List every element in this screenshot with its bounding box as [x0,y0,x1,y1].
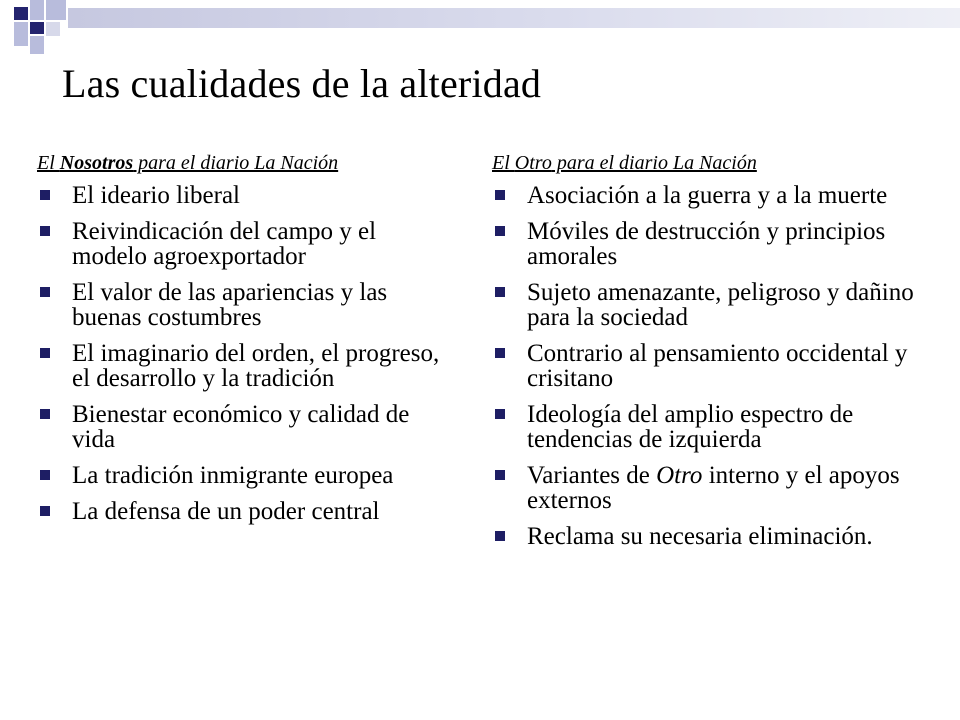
list-item-text: Ideología del amplio espectro de tendencias de izquierda [527,401,854,453]
page-title: Las cualidades de la alteridad [62,61,542,106]
square-bullet-icon [40,470,50,480]
list-item-text: Variantes de [527,462,657,489]
corner-square-light-2 [46,0,66,20]
right-column [492,152,932,560]
list-item-text: Móviles de destrucción y principios amorales [527,218,886,270]
list-item [37,341,457,391]
right-column-heading [492,152,932,175]
list-item [37,219,457,269]
list-item-text: La tradición inmigrante europea [72,462,394,489]
left-bullet-list [37,183,457,524]
list-item-text: El ideario liberal [72,182,240,209]
list-item [37,499,457,524]
left-heading-prefix: El [37,152,60,174]
list-item [492,183,932,208]
square-bullet-icon [40,506,50,516]
square-bullet-icon [40,409,50,419]
list-item-text: El imaginario del orden, el progreso, el desarrollo y la tradición [72,340,440,392]
list-item-text: interno y el apoyos externos [527,462,900,514]
list-item-text: Asociación a la guerra y a la muerte [527,182,888,209]
list-item [492,524,932,549]
list-item-text: Sujeto amenazante, peligroso y dañino para la sociedad [527,279,914,331]
list-item [492,341,932,391]
list-item-text: Reivindicación del campo y el modelo agroexportador [72,218,377,270]
left-heading-suffix: para el diario La Nación [133,152,339,174]
corner-square-dark-2 [30,22,44,34]
square-bullet-icon [40,190,50,200]
list-item [492,280,932,330]
right-bullet-list [492,183,932,549]
list-item [37,463,457,488]
left-column-heading [37,152,457,175]
list-item-text: El valor de las apariencias y las buenas costumbres [72,279,388,331]
list-item [37,280,457,330]
left-column [37,152,457,535]
list-item-text: Reclama su necesaria eliminación. [527,523,873,550]
left-heading-emphasis: Nosotros [59,152,134,174]
list-item [37,402,457,452]
right-heading-emphasis: Otro [514,152,552,174]
list-item-text: La defensa de un poder central [72,498,380,525]
list-item [37,183,457,208]
square-bullet-icon [495,226,505,236]
square-bullet-icon [495,348,505,358]
list-item-text: Bienestar económico y calidad de vida [72,401,410,453]
top-decorative-bar [68,8,960,28]
list-item-emphasis: Otro [656,462,703,489]
square-bullet-icon [495,531,505,541]
corner-square-light-4 [30,36,44,54]
square-bullet-icon [40,226,50,236]
square-bullet-icon [40,287,50,297]
list-item [492,463,932,513]
right-heading-prefix: El [492,152,515,174]
list-item-text: Contrario al pensamiento occidental y crisitano [527,340,908,392]
square-bullet-icon [495,190,505,200]
corner-square-dark-1 [14,7,28,20]
list-item [492,402,932,452]
corner-square-light-1 [30,0,44,20]
square-bullet-icon [495,287,505,297]
list-item [492,219,932,269]
corner-square-light-3 [14,22,28,46]
right-heading-suffix: para el diario La Nación [551,152,757,174]
corner-square-light-5 [46,22,60,36]
square-bullet-icon [40,348,50,358]
square-bullet-icon [495,470,505,480]
square-bullet-icon [495,409,505,419]
